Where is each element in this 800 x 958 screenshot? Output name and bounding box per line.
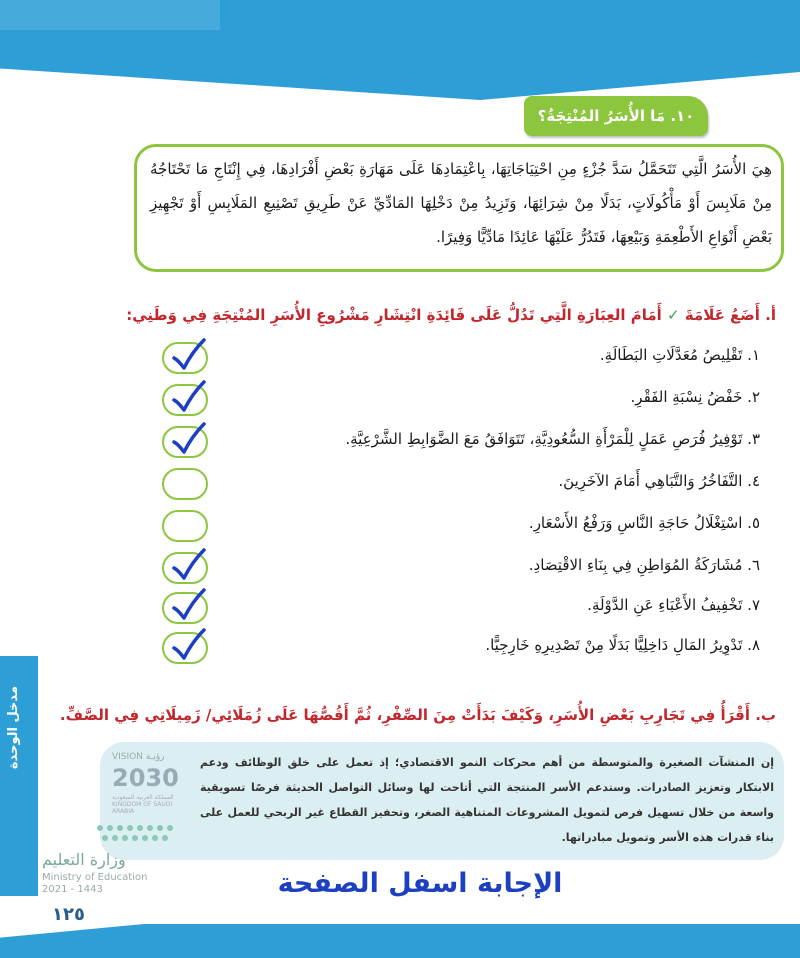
bottom-banner [0, 924, 800, 958]
answer-checkbox-7[interactable] [162, 592, 208, 624]
vision-subtitle: المملكة العربية السعودية KINGDOM OF SAUDI ARABIA [112, 794, 174, 815]
question-a-suffix: أَمَامَ العِبَارَةِ الَّتِي تَدُلُّ عَلَى فَائِدَةِ انْتِشَارِ مَشْرُوعِ الأُسَرِ المُنْتِجَةِ فِي وَطَنِي: [126, 306, 662, 324]
list-item-2: ٢. خَفْضُ نِسْبَةِ الفَقْرِ. [630, 388, 760, 406]
info-text: إن المنشآت الصغيرة والمتوسطة من أهم محركات النمو الاقتصادي؛ إذ تعمل على خلق الوظائف ودعم الابتكار وتعزيز الصادرات. وستدعم الأسر المنتجة التي أتاحت لها وسائل التواصل الحديثة فرصًا تسويقية واسعة من خلال تسهيل فرص لتمويل المشروعات المتناهية الصغر، وتحفيز القطاع غير الربحي للعمل على بناء قدرات هذه الأسر وتمويل مبادراتها. [200, 756, 774, 844]
handwritten-check-icon [168, 586, 208, 624]
list-item-6: ٦. مُشَارَكَةُ المُوَاطِنِ فِي بِنَاءِ الاقْتِصَادِ. [528, 556, 760, 574]
list-item-1: ١. تَقْلِيصُ مُعَدَّلَاتِ البَطَالَةِ. [599, 346, 760, 364]
check-mark-icon: ✓ [667, 306, 680, 324]
list-item-3: ٣. تَوْفِيرُ فُرَصِ عَمَلٍ لِلْمَرْأَةِ السُّعُودِيَّةِ، تَتَوَافَقُ مَعَ الضَّوَابِطِ الشَّرْعِيَّةِ. [345, 430, 760, 448]
side-tab [0, 656, 38, 896]
vision-year: 2030 [112, 764, 179, 792]
list-item-4: ٤. التَّفَاخُرُ وَالتَّبَاهِي أَمَامَ الآخَرِينَ. [558, 472, 760, 490]
answer-note: الإجابة اسفل الصفحة [277, 868, 563, 899]
answer-checkbox-6[interactable] [162, 552, 208, 584]
side-tab-label: مدخل الوحدة [6, 686, 21, 770]
answer-checkbox-3[interactable] [162, 426, 208, 458]
list-item-5: ٥. اسْتِغْلَالُ حَاجَةِ النَّاسِ وَرَفْعُ الأَسْعَارِ. [528, 514, 760, 532]
answer-checkbox-1[interactable] [162, 342, 208, 374]
ministry-name-ar: وزارة التعليم [42, 850, 126, 869]
header-swoosh [0, 30, 800, 100]
answer-checkbox-4[interactable] [162, 468, 208, 500]
ministry-name-en: Ministry of Education [42, 872, 148, 883]
list-item-7: ٧. تَخْفِيفُ الأَعْبَاءِ عَنِ الدَّوْلَةِ. [587, 596, 760, 614]
handwritten-check-icon [168, 546, 208, 584]
answer-checkbox-5[interactable] [162, 510, 208, 542]
question-b: ب. أَقْرَأُ فِي تَجَارِبِ بَعْضِ الأُسَرِ، وَكَيْفَ بَدَأَتْ مِنَ الصِّفْرِ، ثُمَّ أَقُصُّهَا عَلَى زُمَلَائِي/ زَمِيلَاتِي فِي الصَّفِّ. [59, 706, 776, 724]
question-a [16, 306, 776, 324]
ministry-year: 2021 - 1443 [42, 884, 103, 895]
vision-label: VISION رؤيـة [112, 752, 165, 762]
section-title [524, 96, 708, 136]
page-number: ١٢٥ [52, 904, 85, 925]
vision-2030-logo [112, 752, 194, 815]
handwritten-check-icon [168, 420, 208, 458]
ministry-logo-icon [92, 818, 182, 848]
answer-checkbox-2[interactable] [162, 384, 208, 416]
definition-text: هِيَ الأُسَرُ الَّتِي تَتَحَمَّلُ سَدَّ جُزْءٍ مِنِ احْتِيَاجَاتِهَا، بِاعْتِمَادِهَا عَلَى مَهَارَةِ بَعْضِ أَفْرَادِهَا، فِي إِنْتَاجِ مَا تَحْتَاجُهُ مِنْ مَلَابِسَ أَوْ مَأْكُولَاتٍ، بَدَلًا مِنْ شِرَائِهَا، وَتَزِيدُ مِنْ دَخْلِهَا المَادِّيِّ عَنْ طَرِيقِ تَصْنِيعِ المَلَابِسِ أَوْ تَجْهِيزِ بَعْضِ أَنْوَاعِ الأَطْعِمَةِ وَبَيْعِهَا، فَتَدُرُّ عَلَيْهَا عَائِدًا مَادِّيًّا وَفِيرًا. [150, 160, 772, 246]
answer-checkbox-8[interactable] [162, 632, 208, 664]
section-title-text: ١٠. مَا الأُسَرُ المُنْتِجَةُ؟ [537, 107, 695, 125]
handwritten-check-icon [168, 336, 208, 374]
handwritten-check-icon [168, 378, 208, 416]
question-a-prefix: أ. أَضَعُ عَلَامَةَ [684, 306, 776, 324]
handwritten-check-icon [168, 626, 208, 664]
list-item-8: ٨. تَدْوِيرُ المَالِ دَاخِلِيًّا بَدَلًا مِنْ تَصْدِيرِهِ خَارِجِيًّا. [485, 636, 760, 654]
